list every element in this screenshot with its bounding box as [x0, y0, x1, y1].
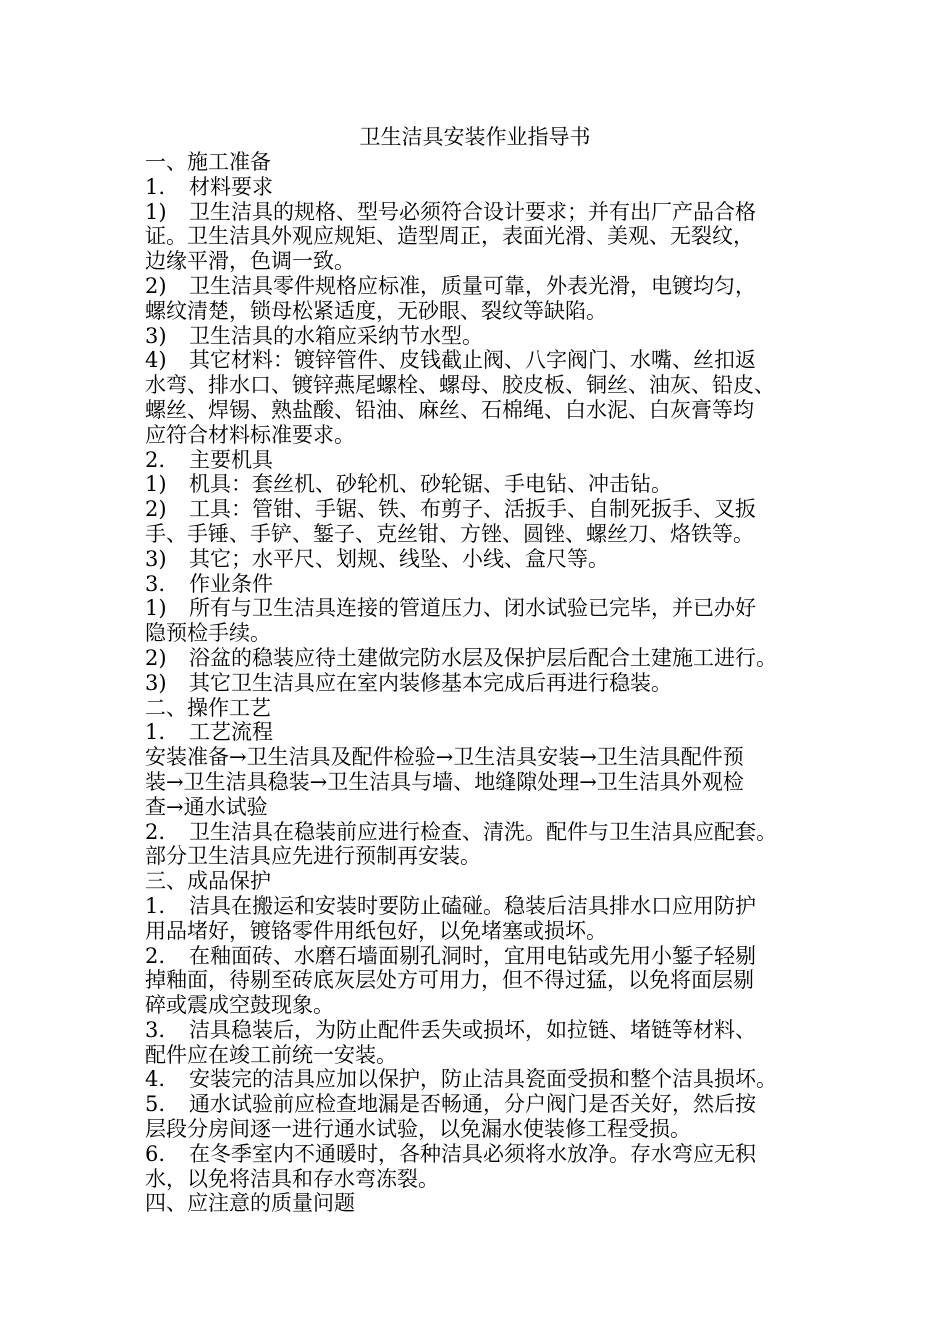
- item-number: 3.: [145, 571, 166, 596]
- line-text: 用品堵好，镀铬零件用纸包好，以免堵塞或损坏。: [145, 918, 607, 943]
- text-line: [145, 795, 815, 820]
- text-line: [145, 324, 815, 349]
- line-text: 层段分房间逐一进行通水试验，以免漏水使装修工程受损。: [145, 1117, 691, 1142]
- line-text: 卫生洁具零件规格应标准，质量可靠，外表光滑，电镀均匀，: [189, 273, 756, 298]
- text-line: [145, 919, 815, 944]
- item-number: 2): [145, 273, 167, 298]
- line-text: 四、应注意的质量问题: [145, 1191, 355, 1216]
- line-text: 碎或震成空鼓现象。: [145, 993, 334, 1018]
- text-line: [145, 1142, 815, 1167]
- line-text: 其它；水平尺、划规、线坠、小线、盒尺等。: [189, 546, 609, 571]
- item-number: 4.: [145, 1067, 166, 1092]
- document-title: 卫生洁具安装作业指导书: [359, 125, 591, 149]
- item-number: 2.: [145, 943, 166, 968]
- item-number: 1.: [145, 893, 166, 918]
- text-line: [145, 274, 815, 299]
- text-line: [145, 200, 815, 225]
- line-text: 工艺流程: [189, 720, 273, 745]
- line-text: 手、手锤、手铲、錾子、克丝钳、方锉、圆锉、螺丝刀、烙铁等。: [145, 521, 754, 546]
- item-number: 1): [145, 472, 167, 497]
- text-line: [145, 596, 815, 621]
- line-text: 一、施工准备: [145, 150, 271, 174]
- text-line: [145, 621, 815, 646]
- line-text: 卫生洁具在稳装前应进行检查、清洗。配件与卫生洁具应配套。: [189, 819, 777, 844]
- text-line: [145, 993, 815, 1018]
- line-text: 水，以免将洁具和存水弯冻裂。: [145, 1166, 439, 1191]
- item-number: 5.: [145, 1092, 166, 1117]
- line-text: 机具：套丝机、砂轮机、砂轮锯、手电钻、冲击钻。: [189, 472, 672, 497]
- item-number: 3): [145, 670, 167, 695]
- text-line: [145, 820, 815, 845]
- item-number: 1): [145, 199, 167, 224]
- line-text: 隐预检手续。: [145, 621, 271, 646]
- text-line: [145, 423, 815, 448]
- text-line: [145, 398, 815, 423]
- text-line: [145, 1018, 815, 1043]
- line-text: 洁具稳装后，为防止配件丢失或损坏，如拉链、堵链等材料、: [189, 1017, 756, 1042]
- text-line: [145, 1191, 815, 1216]
- text-line: [145, 1092, 815, 1117]
- item-number: 1.: [145, 174, 166, 199]
- line-text: 二、操作工艺: [145, 695, 271, 720]
- line-text: 其它材料：镀锌管件、皮钱截止阀、八字阀门、水嘴、丝扣返: [189, 348, 756, 373]
- item-number: 6.: [145, 1141, 166, 1166]
- item-number: 2.: [145, 447, 166, 472]
- text-line: [145, 894, 815, 919]
- text-line: [145, 1117, 815, 1142]
- text-line: [145, 770, 815, 795]
- text-line: [145, 1067, 815, 1092]
- item-number: 1.: [145, 720, 166, 745]
- line-text: 卫生洁具的水箱应采纳节水型。: [189, 323, 483, 348]
- line-text: 部分卫生洁具应先进行预制再安装。: [145, 844, 481, 869]
- text-line: [145, 175, 815, 200]
- line-text: 边缘平滑，色调一致。: [145, 249, 355, 274]
- line-text: 卫生洁具的规格、型号必须符合设计要求；并有出厂产品合格: [189, 199, 756, 224]
- line-text: 配件应在竣工前统一安装。: [145, 1042, 397, 1067]
- line-text: 装→卫生洁具稳装→卫生洁具与墙、地缝隙处理→卫生洁具外观检: [145, 769, 744, 794]
- text-line: [145, 968, 815, 993]
- line-text: 作业条件: [189, 571, 273, 596]
- text-line: [145, 299, 815, 324]
- document-body: [145, 150, 815, 1216]
- text-line: [145, 373, 815, 398]
- item-number: 2): [145, 497, 167, 522]
- text-line: [145, 522, 815, 547]
- line-text: 在冬季室内不通暖时，各种洁具必须将水放净。存水弯应无积: [189, 1141, 756, 1166]
- text-line: [145, 869, 815, 894]
- text-line: [145, 249, 815, 274]
- line-text: 工具：管钳、手锯、铁、布剪子、活扳手、自制死扳手、叉扳: [189, 497, 756, 522]
- text-line: [145, 224, 815, 249]
- text-line: [145, 1043, 815, 1068]
- text-line: [145, 720, 815, 745]
- line-text: 掉釉面，待剔至砖底灰层处方可用力，但不得过猛，以免将面层剔: [145, 968, 754, 993]
- text-line: [145, 497, 815, 522]
- line-text: 材料要求: [189, 174, 273, 199]
- line-text: 安装准备→卫生洁具及配件检验→卫生洁具安装→卫生洁具配件预: [145, 745, 744, 770]
- line-text: 主要机具: [189, 447, 273, 472]
- line-text: 在釉面砖、水磨石墙面剔孔洞时，宜用电钻或先用小錾子轻剔: [189, 943, 756, 968]
- text-line: [145, 646, 815, 671]
- line-text: 螺丝、焊锡、熟盐酸、铅油、麻丝、石棉绳、白水泥、白灰膏等均: [145, 397, 754, 422]
- text-line: [145, 944, 815, 969]
- line-text: 查→通水试验: [145, 794, 268, 819]
- text-line: [145, 572, 815, 597]
- line-text: 其它卫生洁具应在室内装修基本完成后再进行稳装。: [189, 670, 672, 695]
- item-number: 4): [145, 348, 167, 373]
- line-text: 安装完的洁具应加以保护，防止洁具瓷面受损和整个洁具损坏。: [189, 1067, 777, 1092]
- line-text: 应符合材料标准要求。: [145, 422, 355, 447]
- line-text: 水弯、排水口、镀锌燕尾螺栓、螺母、胶皮板、铜丝、油灰、铅皮、: [145, 373, 775, 398]
- line-text: 螺纹清楚，锁母松紧适度，无砂眼、裂纹等缺陷。: [145, 298, 607, 323]
- item-number: 3): [145, 546, 167, 571]
- line-text: 证。卫生洁具外观应规矩、造型周正，表面光滑、美观、无裂纹，: [145, 224, 754, 249]
- text-line: [145, 844, 815, 869]
- line-text: 通水试验前应检查地漏是否畅通，分户阀门是否关好，然后按: [189, 1092, 756, 1117]
- text-line: [145, 547, 815, 572]
- line-text: 洁具在搬运和安装时要防止磕碰。稳装后洁具排水口应用防护: [189, 893, 756, 918]
- line-text: 三、成品保护: [145, 869, 271, 894]
- item-number: 3.: [145, 1017, 166, 1042]
- text-line: [145, 745, 815, 770]
- text-line: [145, 671, 815, 696]
- item-number: 2): [145, 645, 167, 670]
- item-number: 1): [145, 596, 167, 621]
- text-line: [145, 696, 815, 721]
- text-line: [145, 150, 815, 175]
- line-text: 浴盆的稳装应待土建做完防水层及保护层后配合土建施工进行。: [189, 645, 777, 670]
- text-line: [145, 472, 815, 497]
- line-text: 所有与卫生洁具连接的管道压力、闭水试验已完毕，并已办好: [189, 596, 756, 621]
- text-line: [145, 1167, 815, 1192]
- item-number: 2.: [145, 819, 166, 844]
- item-number: 3): [145, 323, 167, 348]
- text-line: [145, 448, 815, 473]
- text-line: [145, 348, 815, 373]
